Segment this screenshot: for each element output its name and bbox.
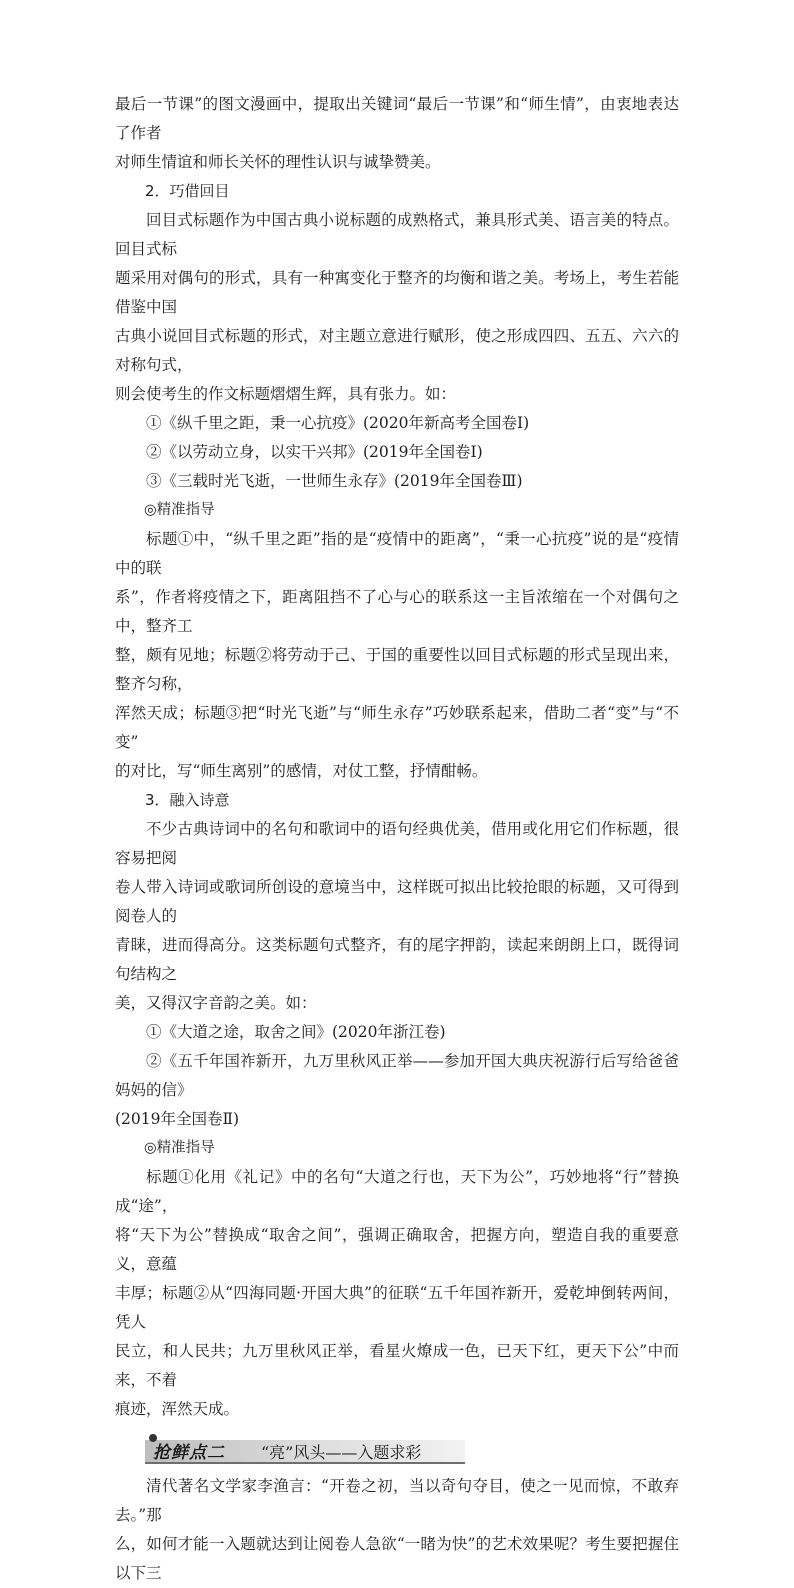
example-item-5 (115, 1047, 679, 1134)
text-line: 么，如何才能一入题就达到让阅卷人急欲“一睹为快”的艺术效果呢？考生要把握住以下三 (115, 1535, 679, 1582)
text-line: 题采用对偶句的形式，具有一种寓变化于整齐的均衡和谐之美。考场上，考生若能借鉴中国 (115, 269, 679, 316)
guidance-label-2: ◎精准指导 (144, 1140, 215, 1156)
section-banner (145, 1434, 465, 1464)
text-line: 标题①化用《礼记》中的名句“大道之行也，天下为公”，巧妙地将“行”替换成“途”， (115, 1168, 679, 1215)
text-line: 最后一节课”的图文漫画中，提取出关键词“最后一节课”和“师生情”，由衷地表达了作者 (115, 95, 679, 142)
text-line: 回目式标题作为中国古典小说标题的成熟格式，兼具形式美、语言美的特点。回目式标 (115, 211, 679, 258)
text-line: ②《五千年国祚新开，九万里秋风正举——参加开国大典庆祝游行后写给爸爸妈妈的信》 (115, 1052, 679, 1099)
paragraph-guidance-2 (115, 1163, 679, 1424)
text-line: 丰厚；标题②从“四海同题·开国大典”的征联“五千年国祚新开，爱乾坤倒转两间，凭人 (115, 1284, 679, 1331)
paragraph-huimu (115, 206, 679, 409)
section-heading-3: 3．融入诗意 (145, 791, 230, 809)
text-line: 浑然天成；标题③把“时光飞逝”与“师生永存”巧妙联系起来，借助二者“变”与“不变” (115, 704, 679, 751)
text-line: 卷人带入诗词或歌词所创设的意境当中，这样既可拟出比较抢眼的标题，又可得到阅卷人的 (115, 878, 679, 925)
text-line: 民立，和人民共；九万里秋风正举，看星火燎成一色，已天下红，更天下公”中而来，不着 (115, 1342, 679, 1389)
text-line: 对师生情谊和师长关怀的理性认识与诚挚赞美。 (115, 153, 441, 171)
document-page (115, 90, 679, 1588)
text-line: 标题①中，“纵千里之距”指的是“疫情中的距离”，“秉一心抗疫”说的是“疫情中的联 (115, 530, 679, 577)
text-line: 整，颇有见地；标题②将劳动于己、于国的重要性以回目式标题的形式呈现出来，整齐匀称， (115, 646, 679, 693)
text-line: 痕迹，浑然天成。 (115, 1400, 240, 1418)
example-item-1: ①《纵千里之距，秉一心抗疫》(2020年新高考全国卷Ⅰ) (146, 414, 530, 432)
paragraph-guidance-1 (115, 525, 679, 786)
banner-tag: 抢鲜点二 (153, 1443, 225, 1463)
text-line: 清代著名文学家李渔言：“开卷之初，当以奇句夺目，使之一见而惊，不敢弃去。”那 (115, 1477, 679, 1524)
text-line: 不少古典诗词中的名句和歌词中的语句经典优美，借用或化用它们作标题，很容易把阅 (115, 820, 679, 867)
text-line: 的对比，写“师生离别”的感情，对仗工整，抒情酣畅。 (115, 762, 488, 780)
paragraph-ruti (115, 1472, 679, 1588)
text-line: 青睐，进而得高分。这类标题句式整齐，有的尾字押韵，读起来朗朗上口，既得词句结构之 (115, 936, 679, 983)
example-item-2: ②《以劳动立身，以实干兴邦》(2019年全国卷Ⅰ) (146, 443, 483, 461)
text-line: 美，又得汉字音韵之美。如： (115, 994, 317, 1012)
text-line: 则会使考生的作文标题熠熠生辉，具有张力。如： (115, 385, 457, 403)
text-line: 古典小说回目式标题的形式，对主题立意进行赋形，使之形成四四、五五、六六的对称句式， (115, 327, 679, 374)
paragraph-shiyi (115, 815, 679, 1018)
paragraph-intro (115, 90, 679, 177)
guidance-label-1: ◎精准指导 (144, 502, 215, 518)
text-line: 将“天下为公”替换成“取舍之间”，强调正确取舍，把握方向，塑造自我的重要意义，意蕴 (115, 1226, 679, 1273)
banner-title: “亮”风头——入题求彩 (261, 1443, 422, 1462)
text-line: 系”，作者将疫情之下，距离阻挡不了心与心的联系这一主旨浓缩在一个对偶句之中，整齐工 (115, 588, 679, 635)
example-item-3: ③《三载时光飞逝，一世师生永存》(2019年全国卷Ⅲ) (146, 472, 523, 490)
text-line: (2019年全国卷Ⅱ) (115, 1110, 240, 1128)
example-item-4: ①《大道之途，取舍之间》(2020年浙江卷) (146, 1023, 446, 1041)
section-heading-2: 2．巧借回目 (145, 182, 230, 200)
